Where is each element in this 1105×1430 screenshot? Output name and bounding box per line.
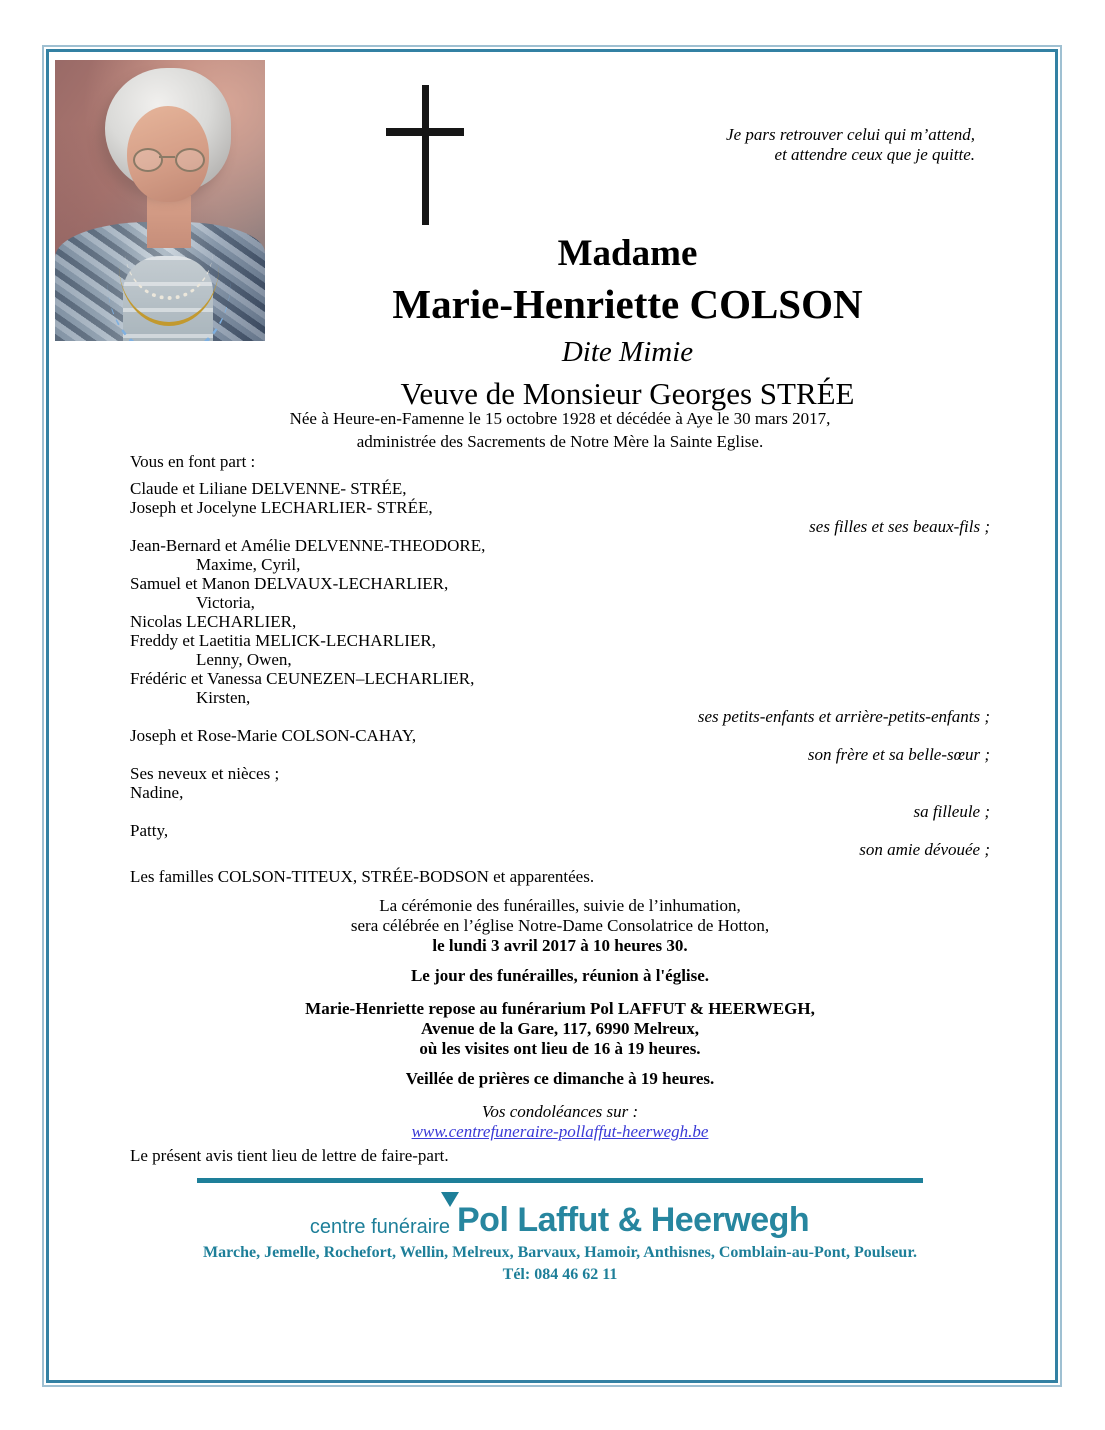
memorial-quote <box>726 125 975 165</box>
portrait-photo <box>55 60 265 341</box>
family-row: Nadine, <box>130 783 184 802</box>
condolence-link[interactable]: www.centrefuneraire-pollaffut-heerwegh.be <box>411 1122 709 1141</box>
family-row: Claude et Liliane DELVENNE- STRÉE, <box>130 479 407 498</box>
family-row: Joseph et Jocelyne LECHARLIER- STRÉE, <box>130 498 433 517</box>
visiting-hours: où les visites ont lieu de 16 à 19 heures. <box>419 1039 701 1058</box>
family-row: Jean-Bernard et Amélie DELVENNE-THEODORE, <box>130 536 486 555</box>
relation-label: ses filles et ses beaux-fils ; <box>809 517 990 536</box>
funerarium-address: Avenue de la Gare, 117, 6990 Melreux, <box>420 1019 700 1038</box>
relation-label: sa filleule ; <box>913 802 990 821</box>
ceremony-details <box>130 896 990 1142</box>
glasses-left-lens <box>133 148 163 172</box>
quote-line-2: et attendre ceux que je quitte. <box>774 145 975 164</box>
family-row: Samuel et Manon DELVAUX-LECHARLIER, <box>130 574 449 593</box>
family-announcement <box>130 452 990 886</box>
ceremony-date: le lundi 3 avril 2017 à 10 heures 30. <box>432 936 688 955</box>
widow-of-line: Veuve de Monsieur Georges STRÉE <box>400 376 855 411</box>
family-row: Patty, <box>130 821 169 840</box>
brand-name: Pol Laffut & Heerwegh <box>457 1201 810 1239</box>
brand-prefix: centre funéraire <box>309 1216 450 1238</box>
glasses-right-lens <box>175 148 205 172</box>
footer-phone: Tél: 084 46 62 11 <box>502 1266 618 1283</box>
deceased-nickname: Dite Mimie <box>561 336 694 368</box>
family-row: Victoria, <box>196 593 255 612</box>
deceased-name: Marie-Henriette COLSON <box>392 281 863 327</box>
family-row: Lenny, Owen, <box>196 650 292 669</box>
legal-notice: Le présent avis tient lieu de lettre de faire-part. <box>130 1146 449 1165</box>
reunion-line: Le jour des funérailles, réunion à l'église. <box>410 966 710 985</box>
relation-label: son frère et sa belle-sœur ; <box>807 745 990 764</box>
family-row: Joseph et Rose-Marie COLSON-CAHAY, <box>130 726 417 745</box>
quote-line-1: Je pars retrouver celui qui m’attend, <box>726 125 975 144</box>
family-row: Kirsten, <box>196 688 251 707</box>
condolence-label: Vos condoléances sur : <box>481 1102 639 1121</box>
family-row: Ses neveux et nièces ; <box>130 764 280 783</box>
family-row: Nicolas LECHARLIER, <box>130 612 297 631</box>
family-row: Frédéric et Vanessa CEUNEZEN–LECHARLIER, <box>130 669 475 688</box>
sacraments-line: administrée des Sacrements de Notre Mère la Sainte Eglise. <box>356 432 764 451</box>
title-block <box>265 230 990 415</box>
family-row: Freddy et Laetitia MELICK-LECHARLIER, <box>130 631 436 650</box>
birth-death-line: Née à Heure-en-Famenne le 15 octobre 1928 et décédée à Aye le 30 mars 2017, <box>289 409 831 428</box>
title-salutation: Madame <box>557 233 698 274</box>
funerarium-line: Marie-Henriette repose au funérarium Pol LAFFUT & HEERWEGH, <box>305 999 815 1018</box>
ceremony-line: sera célébrée en l’église Notre-Dame Consolatrice de Hotton, <box>350 916 770 935</box>
footer-divider <box>197 1178 923 1183</box>
footer-cities: Marche, Jemelle, Rochefort, Wellin, Melreux, Barvaux, Hamoir, Anthisnes, Comblain-au-Pont, Poulseur. <box>203 1244 917 1261</box>
glasses-bridge <box>159 156 175 158</box>
vigil-line: Veillée de prières ce dimanche à 19 heures. <box>405 1069 715 1088</box>
relation-label: ses petits-enfants et arrière-petits-enfants ; <box>697 707 990 726</box>
family-intro: Vous en font part : <box>130 452 256 471</box>
cross-icon <box>386 85 464 225</box>
birth-death-block <box>130 407 990 453</box>
family-row: Maxime, Cyril, <box>196 555 301 574</box>
relation-label: son amie dévouée ; <box>859 840 990 859</box>
families-line: Les familles COLSON-TITEUX, STRÉE-BODSON et apparentées. <box>130 867 595 886</box>
ceremony-line: La cérémonie des funérailles, suivie de l’inhumation, <box>379 896 741 915</box>
